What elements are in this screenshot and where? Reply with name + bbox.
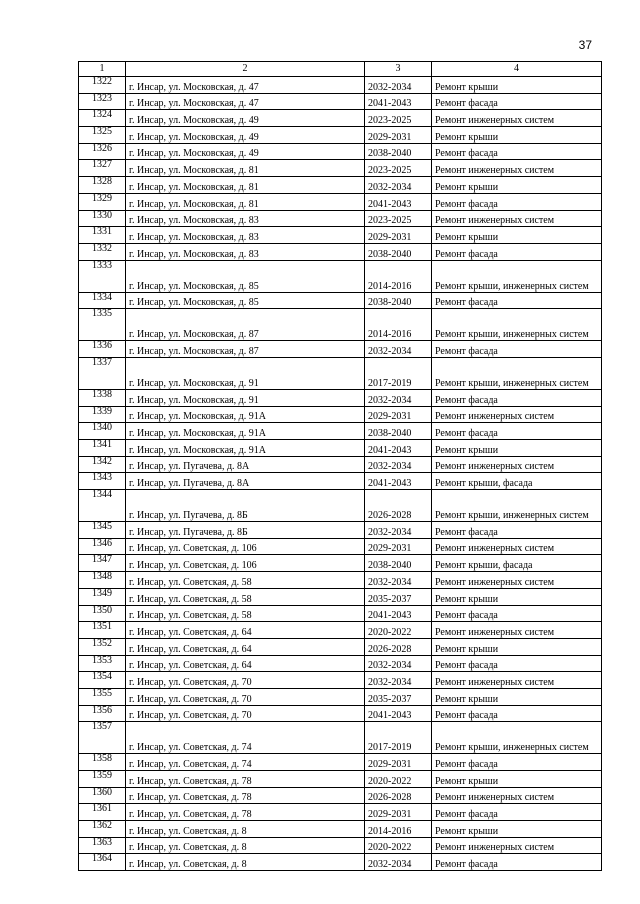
- table-row: [79, 638, 602, 655]
- period-cell: 2041-2043: [365, 473, 432, 490]
- period-cell: 2032-2034: [365, 655, 432, 672]
- work-type-cell: Ремонт крыши, фасада: [432, 555, 602, 572]
- table-row: [79, 227, 602, 244]
- row-number: 1333: [79, 260, 126, 292]
- period-cell: 2038-2040: [365, 292, 432, 309]
- work-type-cell: Ремонт фасада: [432, 655, 602, 672]
- address-cell: г. Инсар, ул. Московская, д. 91: [126, 389, 365, 406]
- row-number: 1336: [79, 341, 126, 358]
- row-number: 1349: [79, 588, 126, 605]
- period-cell: 2038-2040: [365, 555, 432, 572]
- address-cell: г. Инсар, ул. Московская, д. 49: [126, 110, 365, 127]
- work-type-cell: Ремонт крыши, инженерных систем: [432, 722, 602, 754]
- row-number: 1341: [79, 440, 126, 457]
- column-header-4: 4: [432, 62, 602, 77]
- address-cell: г. Инсар, ул. Московская, д. 49: [126, 143, 365, 160]
- row-number: 1353: [79, 655, 126, 672]
- table-row: [79, 787, 602, 804]
- row-number: 1329: [79, 193, 126, 210]
- period-cell: 2029-2031: [365, 227, 432, 244]
- address-cell: г. Инсар, ул. Пугачева, д. 8А: [126, 473, 365, 490]
- row-number: 1331: [79, 227, 126, 244]
- work-type-cell: Ремонт инженерных систем: [432, 622, 602, 639]
- table-row: [79, 210, 602, 227]
- period-cell: 2029-2031: [365, 804, 432, 821]
- table-row: [79, 572, 602, 589]
- table-row: [79, 538, 602, 555]
- period-cell: 2035-2037: [365, 588, 432, 605]
- period-cell: 2029-2031: [365, 127, 432, 144]
- period-cell: 2041-2043: [365, 193, 432, 210]
- table-row: [79, 77, 602, 94]
- row-number: 1322: [79, 77, 126, 94]
- period-cell: 2032-2034: [365, 522, 432, 539]
- table-row: [79, 555, 602, 572]
- row-number: 1347: [79, 555, 126, 572]
- table-row: [79, 177, 602, 194]
- work-type-cell: Ремонт крыши: [432, 177, 602, 194]
- work-type-cell: Ремонт крыши: [432, 127, 602, 144]
- address-cell: г. Инсар, ул. Советская, д. 74: [126, 722, 365, 754]
- address-cell: г. Инсар, ул. Советская, д. 58: [126, 572, 365, 589]
- period-cell: 2032-2034: [365, 854, 432, 871]
- table-row: [79, 143, 602, 160]
- work-type-cell: Ремонт фасада: [432, 522, 602, 539]
- period-cell: 2038-2040: [365, 143, 432, 160]
- address-cell: г. Инсар, ул. Советская, д. 64: [126, 638, 365, 655]
- period-cell: 2023-2025: [365, 160, 432, 177]
- table-row: [79, 754, 602, 771]
- work-type-cell: Ремонт инженерных систем: [432, 572, 602, 589]
- work-type-cell: Ремонт крыши: [432, 77, 602, 94]
- work-type-cell: Ремонт инженерных систем: [432, 406, 602, 423]
- row-number: 1348: [79, 572, 126, 589]
- table-row: [79, 389, 602, 406]
- address-cell: г. Инсар, ул. Московская, д. 91А: [126, 440, 365, 457]
- row-number: 1330: [79, 210, 126, 227]
- work-type-cell: Ремонт крыши, инженерных систем: [432, 357, 602, 389]
- period-cell: 2029-2031: [365, 538, 432, 555]
- table-header: [79, 62, 602, 77]
- address-cell: г. Инсар, ул. Московская, д. 85: [126, 292, 365, 309]
- table-row: [79, 821, 602, 838]
- work-type-cell: Ремонт крыши, фасада: [432, 473, 602, 490]
- period-cell: 2029-2031: [365, 754, 432, 771]
- table-row: [79, 837, 602, 854]
- address-cell: г. Инсар, ул. Московская, д. 47: [126, 93, 365, 110]
- period-cell: 2038-2040: [365, 423, 432, 440]
- address-cell: г. Инсар, ул. Советская, д. 58: [126, 605, 365, 622]
- row-number: 1338: [79, 389, 126, 406]
- header-row: [79, 62, 602, 77]
- table-row: [79, 622, 602, 639]
- table-row: [79, 260, 602, 292]
- page-number: 37: [578, 38, 592, 52]
- row-number: 1351: [79, 622, 126, 639]
- work-type-cell: Ремонт фасада: [432, 341, 602, 358]
- work-type-cell: Ремонт инженерных систем: [432, 456, 602, 473]
- work-type-cell: Ремонт фасада: [432, 804, 602, 821]
- period-cell: 2020-2022: [365, 622, 432, 639]
- row-number: 1335: [79, 309, 126, 341]
- work-type-cell: Ремонт фасада: [432, 423, 602, 440]
- work-type-cell: Ремонт крыши: [432, 771, 602, 788]
- work-type-cell: Ремонт фасада: [432, 389, 602, 406]
- period-cell: 2023-2025: [365, 110, 432, 127]
- work-type-cell: Ремонт инженерных систем: [432, 110, 602, 127]
- row-number: 1334: [79, 292, 126, 309]
- work-type-cell: Ремонт крыши: [432, 638, 602, 655]
- address-cell: г. Инсар, ул. Советская, д. 78: [126, 787, 365, 804]
- table-row: [79, 522, 602, 539]
- address-cell: г. Инсар, ул. Советская, д. 74: [126, 754, 365, 771]
- work-type-cell: Ремонт крыши: [432, 588, 602, 605]
- table-row: [79, 771, 602, 788]
- address-cell: г. Инсар, ул. Советская, д. 70: [126, 688, 365, 705]
- address-cell: г. Инсар, ул. Московская, д. 83: [126, 227, 365, 244]
- table-row: [79, 722, 602, 754]
- work-type-cell: Ремонт фасада: [432, 193, 602, 210]
- address-cell: г. Инсар, ул. Московская, д. 87: [126, 341, 365, 358]
- row-number: 1326: [79, 143, 126, 160]
- address-cell: г. Инсар, ул. Московская, д. 49: [126, 127, 365, 144]
- row-number: 1350: [79, 605, 126, 622]
- work-type-cell: Ремонт фасада: [432, 605, 602, 622]
- period-cell: 2041-2043: [365, 440, 432, 457]
- period-cell: 2020-2022: [365, 771, 432, 788]
- row-number: 1358: [79, 754, 126, 771]
- row-number: 1332: [79, 243, 126, 260]
- address-cell: г. Инсар, ул. Пугачева, д. 8Б: [126, 490, 365, 522]
- row-number: 1344: [79, 490, 126, 522]
- row-number: 1356: [79, 705, 126, 722]
- column-header-2: 2: [126, 62, 365, 77]
- column-header-3: 3: [365, 62, 432, 77]
- period-cell: 2032-2034: [365, 341, 432, 358]
- work-type-cell: Ремонт фасада: [432, 243, 602, 260]
- address-cell: г. Инсар, ул. Пугачева, д. 8А: [126, 456, 365, 473]
- table-body: [79, 77, 602, 871]
- address-cell: г. Инсар, ул. Советская, д. 64: [126, 655, 365, 672]
- work-type-cell: Ремонт инженерных систем: [432, 672, 602, 689]
- work-type-cell: Ремонт инженерных систем: [432, 538, 602, 555]
- work-type-cell: Ремонт инженерных систем: [432, 787, 602, 804]
- work-type-cell: Ремонт крыши: [432, 821, 602, 838]
- address-cell: г. Инсар, ул. Советская, д. 106: [126, 555, 365, 572]
- work-type-cell: Ремонт крыши: [432, 440, 602, 457]
- address-cell: г. Инсар, ул. Советская, д. 8: [126, 821, 365, 838]
- period-cell: 2032-2034: [365, 177, 432, 194]
- row-number: 1359: [79, 771, 126, 788]
- period-cell: 2038-2040: [365, 243, 432, 260]
- work-type-cell: Ремонт крыши: [432, 688, 602, 705]
- address-cell: г. Инсар, ул. Московская, д. 87: [126, 309, 365, 341]
- repair-schedule-table: [78, 61, 602, 871]
- row-number: 1360: [79, 787, 126, 804]
- table-row: [79, 193, 602, 210]
- address-cell: г. Инсар, ул. Советская, д. 64: [126, 622, 365, 639]
- row-number: 1328: [79, 177, 126, 194]
- work-type-cell: Ремонт фасада: [432, 754, 602, 771]
- row-number: 1362: [79, 821, 126, 838]
- period-cell: 2026-2028: [365, 787, 432, 804]
- work-type-cell: Ремонт крыши, инженерных систем: [432, 309, 602, 341]
- address-cell: г. Инсар, ул. Советская, д. 58: [126, 588, 365, 605]
- work-type-cell: Ремонт крыши: [432, 227, 602, 244]
- row-number: 1342: [79, 456, 126, 473]
- address-cell: г. Инсар, ул. Советская, д. 78: [126, 804, 365, 821]
- work-type-cell: Ремонт фасада: [432, 93, 602, 110]
- row-number: 1345: [79, 522, 126, 539]
- row-number: 1327: [79, 160, 126, 177]
- period-cell: 2026-2028: [365, 490, 432, 522]
- row-number: 1325: [79, 127, 126, 144]
- period-cell: 2041-2043: [365, 93, 432, 110]
- address-cell: г. Инсар, ул. Московская, д. 81: [126, 177, 365, 194]
- period-cell: 2032-2034: [365, 672, 432, 689]
- period-cell: 2020-2022: [365, 837, 432, 854]
- table-row: [79, 243, 602, 260]
- work-type-cell: Ремонт крыши, инженерных систем: [432, 490, 602, 522]
- address-cell: г. Инсар, ул. Московская, д. 81: [126, 160, 365, 177]
- work-type-cell: Ремонт инженерных систем: [432, 210, 602, 227]
- address-cell: г. Инсар, ул. Московская, д. 91А: [126, 406, 365, 423]
- table-row: [79, 854, 602, 871]
- table-row: [79, 688, 602, 705]
- work-type-cell: Ремонт инженерных систем: [432, 160, 602, 177]
- period-cell: 2017-2019: [365, 722, 432, 754]
- address-cell: г. Инсар, ул. Советская, д. 8: [126, 854, 365, 871]
- table-row: [79, 423, 602, 440]
- address-cell: г. Инсар, ул. Пугачева, д. 8Б: [126, 522, 365, 539]
- row-number: 1324: [79, 110, 126, 127]
- period-cell: 2041-2043: [365, 605, 432, 622]
- period-cell: 2035-2037: [365, 688, 432, 705]
- period-cell: 2026-2028: [365, 638, 432, 655]
- address-cell: г. Инсар, ул. Советская, д. 70: [126, 705, 365, 722]
- period-cell: 2032-2034: [365, 456, 432, 473]
- work-type-cell: Ремонт фасада: [432, 292, 602, 309]
- address-cell: г. Инсар, ул. Московская, д. 91: [126, 357, 365, 389]
- table-row: [79, 406, 602, 423]
- address-cell: г. Инсар, ул. Московская, д. 81: [126, 193, 365, 210]
- period-cell: 2032-2034: [365, 572, 432, 589]
- table-row: [79, 490, 602, 522]
- work-type-cell: Ремонт фасада: [432, 705, 602, 722]
- address-cell: г. Инсар, ул. Советская, д. 8: [126, 837, 365, 854]
- period-cell: 2041-2043: [365, 705, 432, 722]
- table-row: [79, 473, 602, 490]
- address-cell: г. Инсар, ул. Советская, д. 106: [126, 538, 365, 555]
- row-number: 1357: [79, 722, 126, 754]
- work-type-cell: Ремонт крыши, инженерных систем: [432, 260, 602, 292]
- table-row: [79, 93, 602, 110]
- period-cell: 2014-2016: [365, 309, 432, 341]
- table-row: [79, 127, 602, 144]
- period-cell: 2032-2034: [365, 77, 432, 94]
- table-row: [79, 110, 602, 127]
- period-cell: 2014-2016: [365, 260, 432, 292]
- period-cell: 2029-2031: [365, 406, 432, 423]
- row-number: 1361: [79, 804, 126, 821]
- table-row: [79, 456, 602, 473]
- address-cell: г. Инсар, ул. Советская, д. 70: [126, 672, 365, 689]
- address-cell: г. Инсар, ул. Московская, д. 47: [126, 77, 365, 94]
- address-cell: г. Инсар, ул. Московская, д. 85: [126, 260, 365, 292]
- row-number: 1354: [79, 672, 126, 689]
- period-cell: 2023-2025: [365, 210, 432, 227]
- address-cell: г. Инсар, ул. Московская, д. 91А: [126, 423, 365, 440]
- table-row: [79, 357, 602, 389]
- address-cell: г. Инсар, ул. Советская, д. 78: [126, 771, 365, 788]
- column-header-1: 1: [79, 62, 126, 77]
- row-number: 1340: [79, 423, 126, 440]
- row-number: 1337: [79, 357, 126, 389]
- table-row: [79, 804, 602, 821]
- period-cell: 2014-2016: [365, 821, 432, 838]
- address-cell: г. Инсар, ул. Московская, д. 83: [126, 243, 365, 260]
- work-type-cell: Ремонт инженерных систем: [432, 837, 602, 854]
- work-type-cell: Ремонт фасада: [432, 854, 602, 871]
- work-type-cell: Ремонт фасада: [432, 143, 602, 160]
- table-row: [79, 588, 602, 605]
- row-number: 1352: [79, 638, 126, 655]
- row-number: 1363: [79, 837, 126, 854]
- table-row: [79, 440, 602, 457]
- period-cell: 2032-2034: [365, 389, 432, 406]
- address-cell: г. Инсар, ул. Московская, д. 83: [126, 210, 365, 227]
- table-row: [79, 292, 602, 309]
- table-row: [79, 655, 602, 672]
- row-number: 1355: [79, 688, 126, 705]
- table-row: [79, 160, 602, 177]
- table-row: [79, 672, 602, 689]
- period-cell: 2017-2019: [365, 357, 432, 389]
- table-row: [79, 705, 602, 722]
- table-row: [79, 341, 602, 358]
- table-row: [79, 309, 602, 341]
- row-number: 1339: [79, 406, 126, 423]
- row-number: 1323: [79, 93, 126, 110]
- row-number: 1346: [79, 538, 126, 555]
- row-number: 1343: [79, 473, 126, 490]
- table-row: [79, 605, 602, 622]
- row-number: 1364: [79, 854, 126, 871]
